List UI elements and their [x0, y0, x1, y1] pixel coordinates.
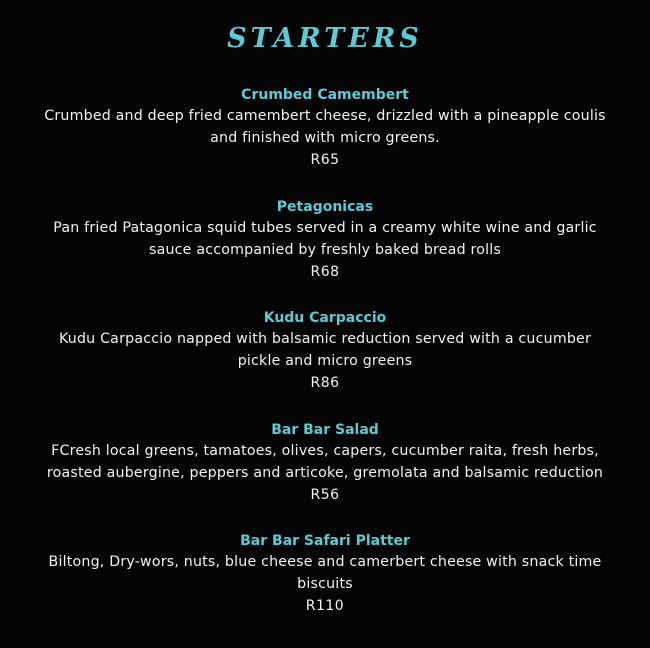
menu-item-description-line: biscuits: [297, 576, 353, 592]
menu-item-bar-bar-safari-platter: [10, 531, 640, 617]
menu-item-description-line: and finished with micro greens.: [210, 130, 440, 146]
menu-item-price: R86: [310, 375, 340, 391]
menu-item-description-line: Biltong, Dry-wors, nuts, blue cheese and camerbert cheese with snack time: [48, 554, 602, 570]
menu-item-description-line: sauce accompanied by freshly baked bread rolls: [149, 242, 501, 258]
menu-item-description-line: roasted aubergine, peppers and articoke, gremolata and balsamic reduction: [46, 465, 604, 481]
menu-item-name: Bar Bar Safari Platter: [240, 533, 410, 549]
menu-item-description-line: FCresh local greens, tamatoes, olives, capers, cucumber raita, fresh herbs,: [51, 443, 599, 459]
menu-item-price: R110: [305, 598, 345, 614]
menu-item-description-line: Crumbed and deep fried camembert cheese, drizzled with a pineapple coulis: [44, 108, 606, 124]
menu-item-kudu-carpaccio: [10, 308, 640, 394]
menu-item-bar-bar-salad: [10, 420, 640, 506]
menu-item-description-line: Pan fried Patagonica squid tubes served in a creamy white wine and garlic: [53, 220, 597, 236]
menu-item-name: Bar Bar Salad: [271, 422, 379, 438]
menu-item-name: Kudu Carpaccio: [263, 310, 387, 326]
menu-item-crumbed-camembert: [10, 85, 640, 171]
menu-item-description-line: pickle and micro greens: [237, 353, 413, 369]
menu-item-price: R56: [310, 487, 340, 503]
menu-item-name: Crumbed Camembert: [241, 87, 409, 103]
menu-item-description-line: Kudu Carpaccio napped with balsamic reduction served with a cucumber: [58, 331, 592, 347]
menu-item-name: Petagonicas: [276, 199, 374, 215]
menu-item-petagonicas: [10, 197, 640, 283]
menu-item-price: R68: [310, 264, 340, 280]
menu-heading: STARTERS: [227, 23, 423, 54]
menu-item-price: R65: [310, 152, 340, 168]
